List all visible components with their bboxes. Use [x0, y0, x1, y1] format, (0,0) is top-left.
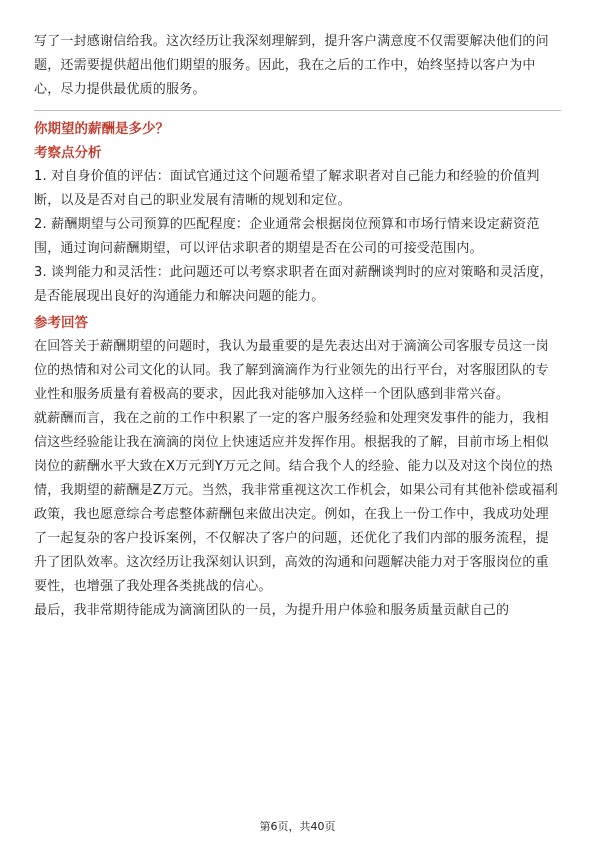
- analysis-heading: 考察点分析: [34, 145, 102, 161]
- intro-paragraph: 写了一封感谢信给我。这次经历让我深刻理解到，提升客户满意度不仅需要解决他们的问题，还需要提供超出他们期望的服务。因此，我在之后的工作中，始终坚持以客户为中心，尽力提供最优质的服务。: [34, 34, 549, 97]
- question-heading: 你期望的薪酬是多少？: [34, 121, 169, 137]
- section-divider: [34, 110, 561, 111]
- answer-paragraph-1: 在回答关于薪酬期望的问题时，我认为最重要的是先表达出对于滴滴公司客服专员这一岗位的热情和对公司文化的认同。我了解到滴滴作为行业领先的出行平台，对客服团队的专业性和服务质量有着极高的要求，因此我对能够加入这样一个团队感到非常兴奋。: [34, 339, 549, 402]
- analysis-point-1: 1. 对自身价值的评估：面试官通过这个问题希望了解求职者对自己能力和经验的价值判断，以及是否对自己的职业发展有清晰的规划和定位。: [34, 169, 540, 208]
- page-number-footer: 第6页，共40页: [259, 820, 336, 833]
- answer-heading: 参考回答: [34, 315, 88, 331]
- document-page: [34, 30, 561, 623]
- answer-paragraph-3: 最后，我非常期待能成为滴滴团队的一员，为提升用户体验和服务质量贡献自己的: [34, 603, 510, 618]
- analysis-point-2: 2. 薪酬期望与公司预算的匹配程度：企业通常会根据岗位预算和市场行情来设定薪资范围，通过询问薪酬期望，可以评估求职者的期望是否在公司的可接受范围内。: [34, 217, 540, 256]
- analysis-point-3: 3. 谈判能力和灵活性：此问题还可以考察求职者在面对薪酬谈判时的应对策略和灵活度，是否能展现出良好的沟通能力和解决问题的能力。: [34, 265, 553, 304]
- answer-paragraph-2: 就薪酬而言，我在之前的工作中积累了一定的客户服务经验和处理突发事件的能力，我相信这些经验能让我在滴滴的岗位上快速适应并发挥作用。根据我的了解，目前市场上相似岗位的薪酬水平大致在X万元到Y万元之间。结合我个人的经验、能力以及对这个岗位的热情，我期望的薪酬是Z万元。当然，我非常重视这次工作机会，如果公司有其他补偿或福利政策，我也愿意综合考虑整体薪酬包来做出决定。例如，在我上一份工作中，我成功处理了一起复杂的客户投诉案例，不仅解决了客户的问题，还优化了我们内部的服务流程，提升了团队效率。这次经历让我深刻认识到，高效的沟通和问题解决能力对于客服岗位的重要性，也增强了我处理各类挑战的信心。: [34, 411, 558, 594]
